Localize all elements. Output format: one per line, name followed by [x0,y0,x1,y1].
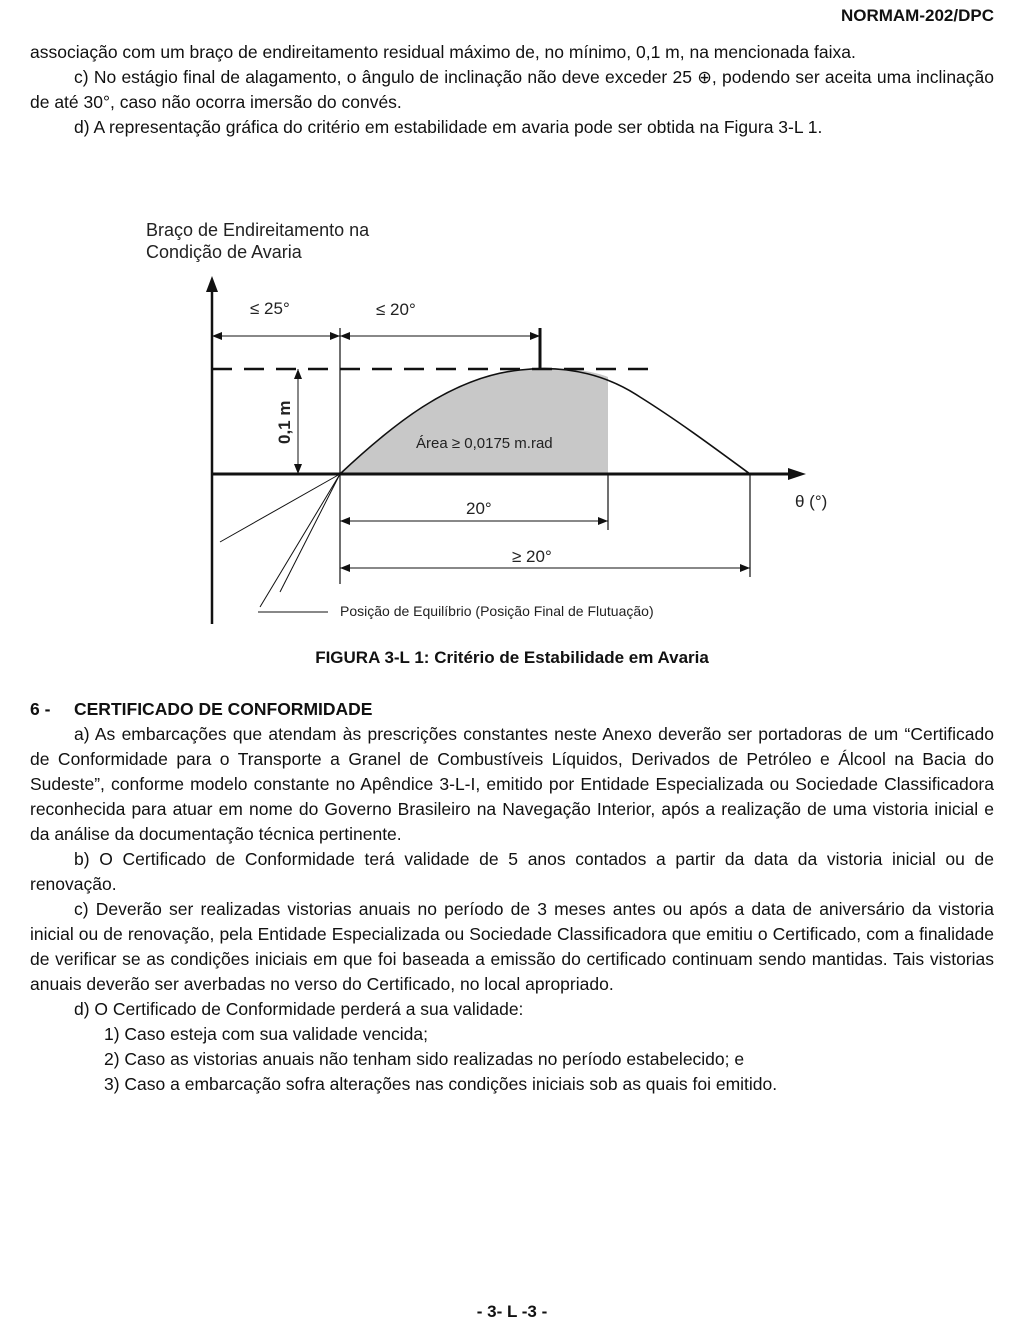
dim-le25-label: ≤ 25° [250,299,290,318]
ylabel-line1: Braço de Endireitamento na [146,220,370,240]
stability-figure [140,212,860,632]
section-paragraph-d: d) O Certificado de Conformidade perderá a sua validade: [74,999,524,1019]
list-item-2: 2) Caso as vistorias anuais não tenham sido realizadas no período estabelecido; e [104,1049,745,1069]
dim-le20-label: ≤ 20° [376,300,416,319]
section-6 [30,697,994,1097]
dim-ge20-label: ≥ 20° [512,547,552,566]
stability-diagram [140,212,860,632]
area-shading [340,368,608,474]
curve-extension-2 [260,474,340,607]
section-title: CERTIFICADO DE CONFORMIDADE [74,699,373,719]
section-number: 6 - [30,699,51,719]
list-item-1: 1) Caso esteja com sua validade vencida; [104,1024,428,1044]
ylabel-line2: Condição de Avaria [146,242,302,262]
curve-extension-3 [280,474,340,592]
x-axis-arrow [788,468,806,480]
dim-01m-label: 0,1 m [275,400,294,444]
list-item-3: 3) Caso a embarcação sofra alterações nas condições iniciais sob as quais foi emitido. [104,1074,778,1094]
section-heading [30,697,994,722]
dim-20-label: 20° [466,499,492,518]
page-number: - 3- L -3 - [476,1302,548,1321]
y-axis-arrow [206,276,218,292]
area-label: Área ≥ 0,0175 m.rad [416,435,553,452]
xlabel: θ (°) [795,492,828,511]
top-text-block [30,40,994,140]
section-paragraph-c: c) Deverão ser realizadas vistorias anuais no período de 3 meses antes ou após a data de aniversário da vistoria inicial ou de renovação, pela Entidade Especializada ou Sociedade Classificadora que emitiu o Certificado, com a finalidade de verificar se as condições iniciais em que foi baseada a emissão do certificado continuam sendo mantidas. Tais vistorias anuais deverão ser averbadas no verso do Certificado, no local apropriado. [30,899,994,994]
section-paragraph-b: b) O Certificado de Conformidade terá validade de 5 anos contados a partir da data da vistoria inicial ou de renovação. [30,849,994,894]
paragraph-continuation: associação com um braço de endireitamento residual máximo de, no mínimo, 0,1 m, na mencionada faixa. [30,42,856,62]
curve-extension-1 [220,474,340,542]
header-title: NORMAM-202/DPC [840,6,994,25]
figure-caption: FIGURA 3-L 1: Critério de Estabilidade em Avaria [315,648,709,667]
paragraph-d: d) A representação gráfica do critério em estabilidade em avaria pode ser obtida na Figura 3-L 1. [74,117,823,137]
paragraph-c: c) No estágio final de alagamento, o ângulo de inclinação não deve exceder 25 ⊕, podendo ser aceita uma inclinação de até 30°, caso não ocorra imersão do convés. [30,67,994,112]
equilibrium-label: Posição de Equilíbrio (Posição Final de Flutuação) [340,603,654,619]
section-paragraph-a: a) As embarcações que atendam às prescrições constantes neste Anexo deverão ser portadoras de um “Certificado de Conformidade para o Transporte a Granel de Combustíveis Líquidos, Derivados de Petróleo e Álcool na Bacia do Sudeste”, conforme modelo constante no Apêndice 3-L-I, emitido por Entidade Especializada ou Sociedade Classificadora reconhecida para atuar em nome do Governo Brasileiro na Navegação Interior, após a realização de uma vistoria inicial e da análise da documentação técnica pertinente. [30,724,994,844]
